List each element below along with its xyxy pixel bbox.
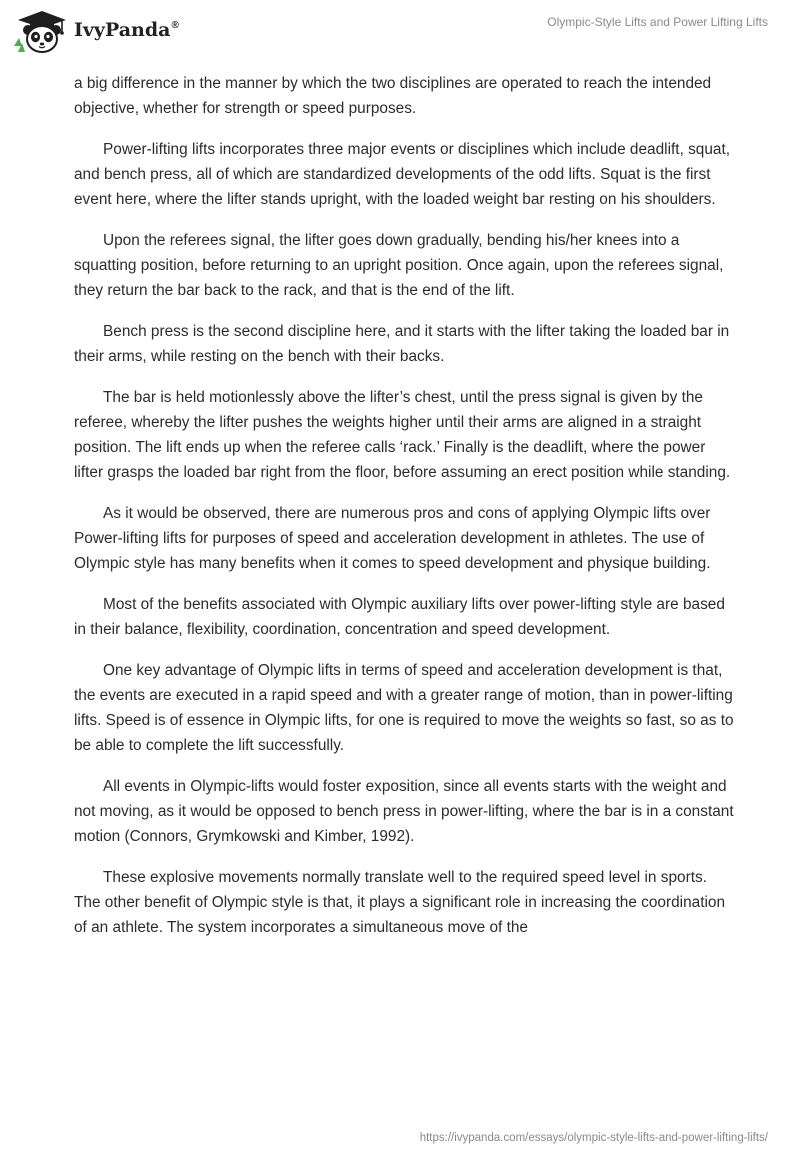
page-header (0, 0, 800, 60)
paragraph: As it would be observed, there are numerous pros and cons of applying Olympic lifts over Power-lifting lifts for purposes of speed and acceleration development in athletes. The use of Olympic style has many benefits when it comes to speed development and physique building. (74, 505, 711, 572)
source-url-link[interactable]: https://ivypanda.com/essays/olympic-style-lifts-and-power-lifting-lifts/ (419, 1132, 768, 1144)
paragraph: One key advantage of Olympic lifts in terms of speed and acceleration development is that, the events are executed in a rapid speed and with a greater range of motion, than in power-lifting lifts. Speed is of essence in Olympic lifts, for one is required to move the weights so fast, so as to be able to complete the lift successfully. (74, 662, 734, 754)
paragraph: These explosive movements normally translate well to the required speed level in sports. The other benefit of Olympic style is that, it plays a significant role in increasing the coordination of an athlete. The system incorporates a simultaneous move of the (74, 869, 726, 936)
paragraph: Bench press is the second discipline here, and it starts with the lifter taking the loaded bar in their arms, while resting on the bench with their backs. (74, 323, 730, 365)
brand-name: IvyPanda® (74, 19, 179, 41)
essay-body (74, 71, 734, 956)
panda-logo-icon (12, 8, 70, 54)
paragraph: Most of the benefits associated with Olympic auxiliary lifts over power-lifting style are based in their balance, flexibility, coordination, concentration and speed development. (74, 596, 725, 638)
paragraph: a big difference in the manner by which the two disciplines are operated to reach the intended objective, whether for strength or speed purposes. (74, 75, 712, 117)
paragraph: The bar is held motionlessly above the lifter’s chest, until the press signal is given by the referee, whereby the lifter pushes the weights higher until their arms are aligned in a straight position. The lift ends up when the referee calls ‘rack.’ Finally is the deadlift, where the power lifter grasps the loaded bar right from the floor, before assuming an erect position while standing. (74, 389, 731, 481)
document-title: Olympic-Style Lifts and Power Lifting Lifts (547, 15, 768, 29)
brand-logo[interactable] (12, 8, 179, 54)
paragraph: Power-lifting lifts incorporates three major events or disciplines which include deadlift, squat, and bench press, all of which are standardized developments of the odd lifts. Squat is the first event here, where the lifter stands upright, with the loaded weight bar resting on his shoulders. (74, 141, 731, 208)
paragraph: All events in Olympic-lifts would foster exposition, since all events starts with the weight and not moving, as it would be opposed to bench press in power-lifting, where the bar is in a constant motion (Connors, Grymkowski and Kimber, 1992). (74, 778, 734, 845)
paragraph: Upon the referees signal, the lifter goes down gradually, bending his/her knees into a squatting position, before returning to an upright position. Once again, upon the referees signal, they return the bar back to the rack, and that is the end of the lift. (74, 232, 724, 299)
